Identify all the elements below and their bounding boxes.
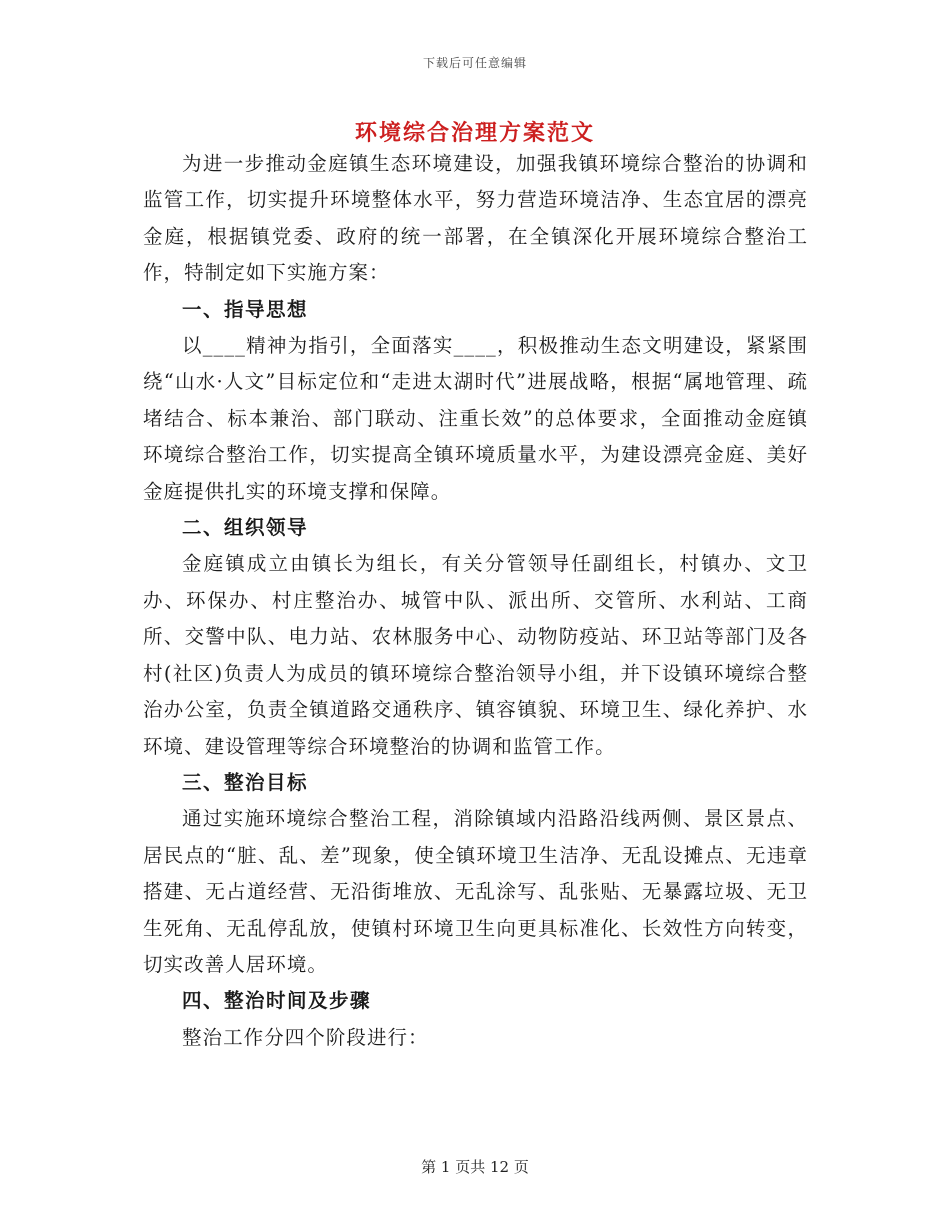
section-heading-organization: 二、组织领导 (182, 516, 309, 540)
intro-paragraph: 为进一步推动金庭镇生态环境建设，加强我镇环境综合整治的协调和监管工作，切实提升环境整体水平，努力营造环境洁净、生态宜居的漂亮金庭，根据镇党委、政府的统一部署，在全镇深化开展环境综合整治工作，特制定如下实施方案： (143, 152, 808, 285)
paragraph-goals: 通过实施环境综合整治工程，消除镇域内沿路沿线两侧、景区景点、居民点的“脏、乱、差”现象，使全镇环境卫生洁净、无乱设摊点、无违章搭建、无占道经营、无沿街堆放、无乱涂写、乱张贴、无暴露垃圾、无卫生死角、无乱停乱放，使镇村环境卫生向更具标准化、长效性方向转变，切实改善人居环境。 (143, 807, 808, 976)
page-footer: 第 1 页共 12 页 (421, 1158, 529, 1176)
section-heading-guiding-ideology: 一、指导思想 (182, 297, 309, 321)
section-heading-goals: 三、整治目标 (182, 770, 309, 794)
page-header: 下载后可任意编辑 (422, 56, 527, 70)
paragraph-guiding-ideology: 以____精神为指引，全面落实____，积极推动生态文明建设，紧紧围绕“山水·人文”目标定位和“走进太湖时代”进展战略，根据“属地管理、疏堵结合、标本兼治、部门联动、注重长效”的总体要求，全面推动金庭镇环境综合整治工作，切实提高全镇环境质量水平，为建设漂亮金庭、美好金庭提供扎实的环境支撑和保障。 (143, 334, 808, 503)
section-heading-schedule: 四、整治时间及步骤 (182, 989, 372, 1013)
document-title: 环境综合治理方案范文 (354, 120, 595, 146)
document-body (143, 146, 808, 1056)
paragraph-organization: 金庭镇成立由镇长为组长，有关分管领导任副组长，村镇办、文卫办、环保办、村庄整治办、城管中队、派出所、交管所、水利站、工商所、交警中队、电力站、农林服务中心、动物防疫站、环卫站等部门及各村(社区)负责人为成员的镇环境综合整治领导小组，并下设镇环境综合整治办公室，负责全镇道路交通秩序、镇容镇貌、环境卫生、绿化养护、水环境、建设管理等综合环境整治的协调和监管工作。 (143, 552, 808, 758)
paragraph-schedule: 整治工作分四个阶段进行： (182, 1025, 429, 1049)
